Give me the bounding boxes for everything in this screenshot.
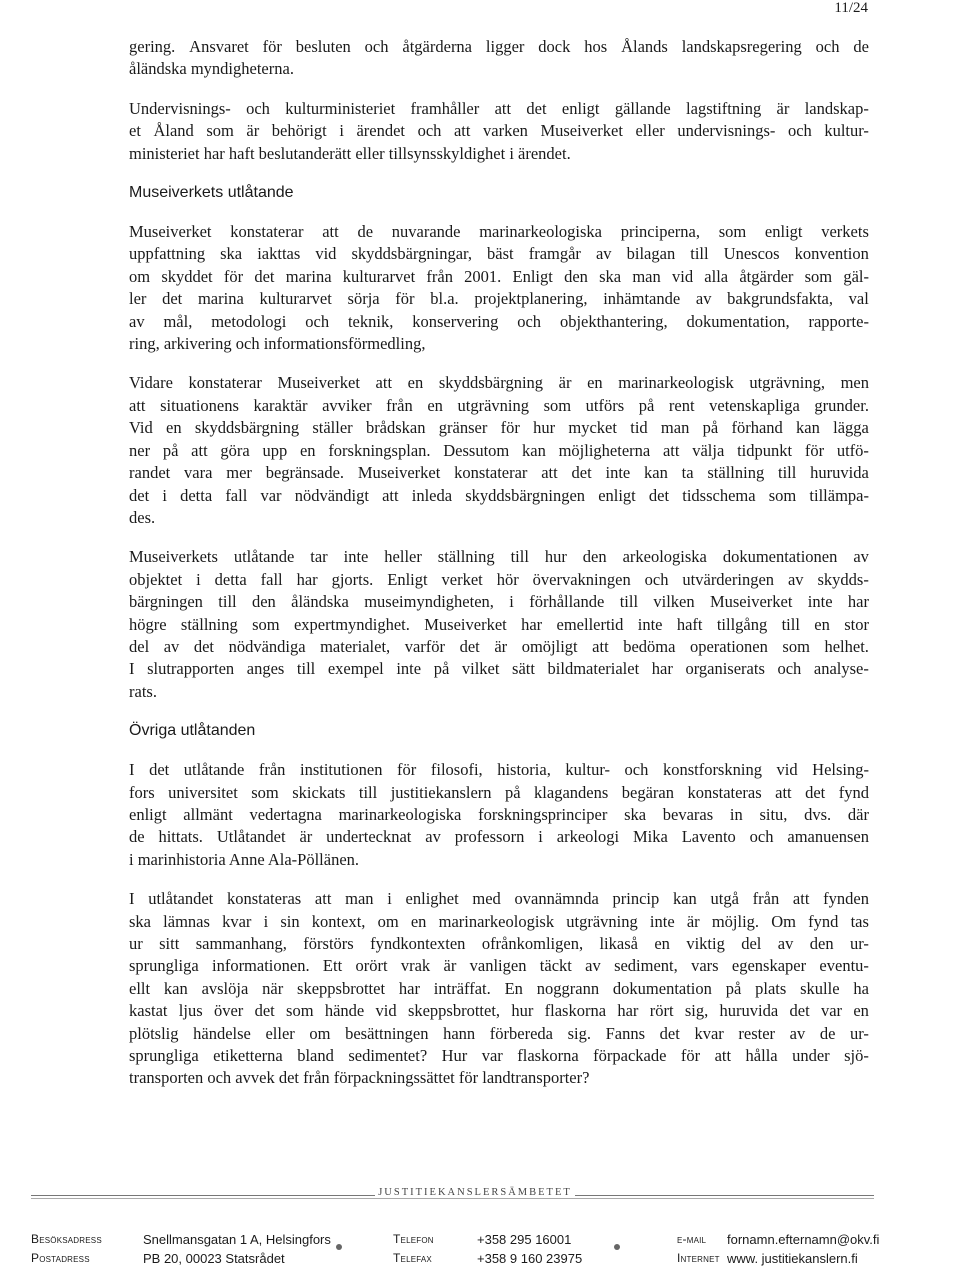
text-line: av mål, metodologi och teknik, konservering och objekthantering, dokumentation, rapporte-: [129, 311, 869, 331]
text-line: Museiverkets utlåtande tar inte heller ställning till hur den arkeologiska dokumentationen av: [129, 547, 869, 567]
text-line: enligt allmänt vedertagna marinarkeologiska forskningsprinciper ska bevaras in situ, dvs. där: [129, 804, 869, 824]
internet-value[interactable]: www. justitiekanslern.fi: [727, 1251, 858, 1266]
text-line: uppfattning ska iakttas vid skyddsbärgningar, bäst framgår av bilagan till Unescos konvention: [129, 244, 869, 264]
paragraph: [129, 546, 869, 703]
page-number: 11/24: [834, 0, 868, 16]
visit-address-label: Besöksadress: [31, 1232, 102, 1246]
text-line: om skyddet för det marina kulturarvet från 2001. Enligt den ska man vid alla åtgärder som gäl-: [129, 266, 869, 286]
text-line: I utlåtandet konstateras att man i enlighet med ovannämnda princip kan utgå från att fynden: [129, 889, 869, 909]
text-line: randet vara mer begränsade. Museiverket konstaterar att det inte kan ta ställning till huruvida: [129, 463, 869, 483]
footer-rule-secondary: [31, 1198, 874, 1199]
paragraph: [129, 759, 869, 871]
text-line: Museiverket konstaterar att de nuvarande marinarkeologiska principerna, som enligt verkets: [129, 222, 869, 242]
text-line: ler det marina kulturarvet sörja för bl.a. projektplanering, inhämtande av bakgrundsfakta, val: [129, 289, 869, 309]
postal-address-value: PB 20, 00023 Statsrådet: [143, 1251, 285, 1266]
phone-label: Telefon: [393, 1232, 434, 1246]
text-line: Undervisnings- och kulturministeriet framhåller att det enligt gällande lagstiftning är landskap-: [129, 98, 869, 118]
postal-address-label: Postadress: [31, 1251, 90, 1265]
paragraph: [129, 888, 869, 1090]
text-line: ska lämnas kvar i sin kontext, om en marinarkeologisk utgrävning inte är möjlig. Om fynd tas: [129, 911, 869, 931]
text-line: objektet i detta fall har gjorts. Enligt verket hör övervakningen och utvärderingen av skydds-: [129, 569, 869, 589]
section-heading-ovriga: Övriga utlåtanden: [129, 722, 256, 740]
internet-label: Internet: [677, 1251, 720, 1265]
text-line: åländska myndigheterna.: [129, 59, 294, 79]
text-line: kastat ljus över det som hände vid skeppsbrottet, hur flaskorna har rört sig, huruvida det var en: [129, 1001, 869, 1021]
text-line: fors universitet som skickats till justitiekanslern på klagandens begäran konstateras att det fynd: [129, 782, 869, 802]
section-heading-museiverket: Museiverkets utlåtande: [129, 184, 294, 202]
phone-value: +358 295 16001: [477, 1232, 572, 1247]
text-line: transporten och avvek det från förpackningssättet för landtransporter?: [129, 1068, 590, 1088]
text-line: ner på att göra upp en forskningsplan. Dessutom kan möjligheterna att välja tidpunkt för utfö-: [129, 440, 869, 460]
text-line: att situationens karaktär avviker från en utgrävning som utförs på rent vetenskapliga grunder.: [129, 395, 869, 415]
text-line: ministeriet har haft beslutanderätt eller tillsynsskyldighet i ärendet.: [129, 143, 571, 163]
footer-bullet-icon: [614, 1244, 620, 1250]
text-line: ring, arkivering och informationsförmedling,: [129, 334, 426, 354]
fax-label: Telefax: [393, 1251, 432, 1265]
paragraph-group-bottom: [129, 759, 869, 1090]
text-line: i marinhistoria Anne Ala-Pöllänen.: [129, 849, 360, 869]
text-line: des.: [129, 507, 156, 527]
email-label: e-mail: [677, 1232, 707, 1246]
visit-address-value: Snellmansgatan 1 A, Helsingfors: [143, 1232, 331, 1247]
email-value[interactable]: fornamn.efternamn@okv.fi: [727, 1232, 880, 1247]
text-line: plötslig händelse eller om besättningen hann förbereda sig. Fanns det kvar rester av de ur-: [129, 1023, 869, 1043]
text-line: högre ställning som expertmyndighet. Museiverket har emellertid inte haft tillgång till en stor: [129, 614, 869, 634]
text-line: ellt kan avslöja när skeppsbrottet har inträffat. En noggrann dokumentation på plats skulle ha: [129, 978, 869, 998]
text-line: de hittats. Utlåtandet är undertecknat av professorn i arkeologi Mika Lavento och amanuensen: [129, 827, 869, 847]
text-line: gering. Ansvaret för besluten och åtgärderna ligger dock hos Ålands landskapsregering och de: [129, 37, 869, 56]
text-line: det i detta fall var nödvändigt att inleda skyddsbärgningen enligt det tidsschema som tillämpa-: [129, 485, 869, 505]
footer-bullet-icon: [336, 1244, 342, 1250]
text-line: Vidare konstaterar Museiverket att en skyddsbärgning är en marinarkeologisk utgrävning, men: [129, 373, 869, 393]
text-line: I det utlåtande från institutionen för filosofi, historia, kultur- och konstforskning vid Helsing-: [129, 760, 869, 780]
footer-organization-name: JUSTITIEKANSLERSÄMBETET: [375, 1187, 575, 1198]
paragraph-group-top: [129, 36, 869, 165]
text-line: bärgningen till den åländska museimyndigheten, i förhållande till vilken Museiverket inte har: [129, 592, 869, 612]
text-line: sprungliga informationen. Ett orört vrak är vanligen täckt av sediment, vars egenskaper eventu-: [129, 956, 869, 976]
text-line: ur sitt sammanhang, förstörs fyndkontexten ofrånkomligen, likaså en viktig del av den ur-: [129, 934, 869, 953]
fax-value: +358 9 160 23975: [477, 1251, 583, 1266]
paragraph: [129, 36, 869, 81]
text-line: rats.: [129, 681, 157, 701]
text-line: et Åland som är behörigt i ärendet och att varken Museiverket eller undervisnings- och kultur-: [129, 121, 869, 141]
document-body: [129, 36, 869, 1090]
paragraph: [129, 98, 869, 165]
text-line: I slutrapporten anges till exempel inte på vilket sätt bildmaterialet har organiserats och analyse-: [129, 659, 869, 679]
paragraph: [129, 221, 869, 355]
text-line: sprungliga etiketterna bland sedimentet? Hur var flaskorna förpackade för att hålla under sjö-: [129, 1046, 869, 1066]
paragraph-group-mid: [129, 221, 869, 703]
text-line: del av det nödvändiga materialet, varför det är omöjligt att bedöma operationen som helhet.: [129, 636, 869, 656]
text-line: Vid en skyddsbärgning ställer brådskan gränser för hur mycket tid man på förhand kan lägga: [129, 418, 869, 438]
paragraph: [129, 372, 869, 529]
